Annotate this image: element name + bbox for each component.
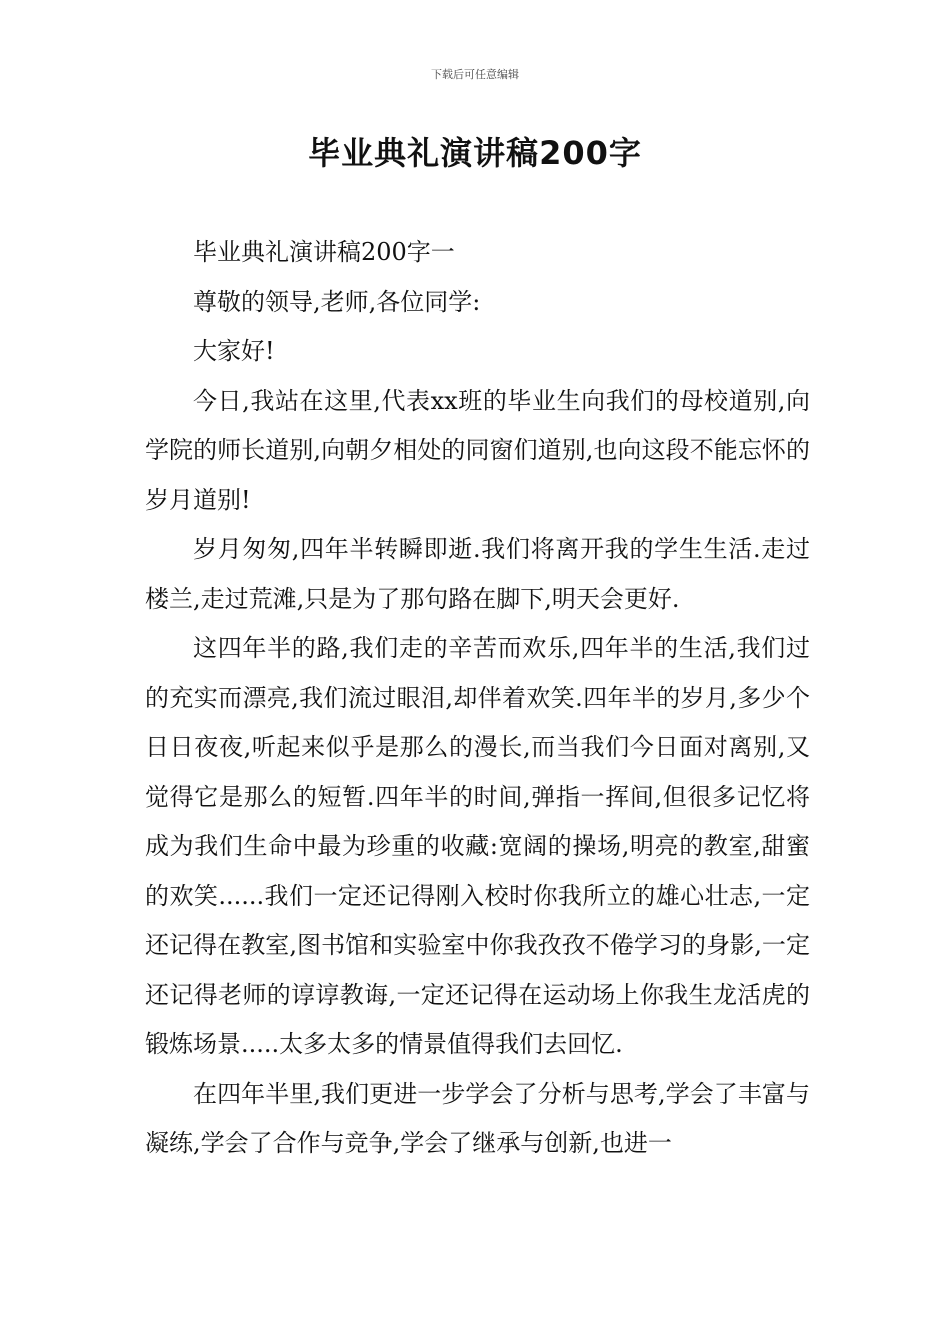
header-note: 下载后可任意编辑 [431, 68, 519, 81]
document-body [145, 228, 810, 1169]
paragraph: 这四年半的路,我们走的辛苦而欢乐,四年半的生活,我们过的充实而漂亮,我们流过眼泪,却伴着欢笑.四年半的岁月,多少个日日夜夜,听起来似乎是那么的漫长,而当我们今日面对离别,又觉得它是那么的短暂.四年半的时间,弹指一挥间,但很多记忆将成为我们生命中最为珍重的收藏:宽阔的操场,明亮的教室,甜蜜的欢笑......我们一定还记得刚入校时你我所立的雄心壮志,一定还记得在教室,图书馆和实验室中你我孜孜不倦学习的身影,一定还记得老师的谆谆教诲,一定还记得在运动场上你我生龙活虎的锻炼场景.....太多太多的情景值得我们去回忆. [145, 634, 810, 1058]
paragraph-salutation: 尊敬的领导,老师,各位同学: [193, 287, 481, 316]
paragraph: 今日,我站在这里,代表xx班的毕业生向我们的母校道别,向学院的师长道别,向朝夕相处的同窗们道别,也向这段不能忘怀的岁月道别! [145, 386, 810, 514]
paragraph: 岁月匆匆,四年半转瞬即逝.我们将离开我的学生生活.走过楼兰,走过荒滩,只是为了那句路在脚下,明天会更好. [145, 535, 810, 613]
document-title: 毕业典礼演讲稿200字 [308, 134, 642, 172]
paragraph-greeting: 大家好! [193, 337, 275, 365]
paragraph-subtitle: 毕业典礼演讲稿200字一 [193, 238, 455, 266]
paragraph: 在四年半里,我们更进一步学会了分析与思考,学会了丰富与凝练,学会了合作与竞争,学会了继承与创新,也进一 [145, 1079, 810, 1157]
